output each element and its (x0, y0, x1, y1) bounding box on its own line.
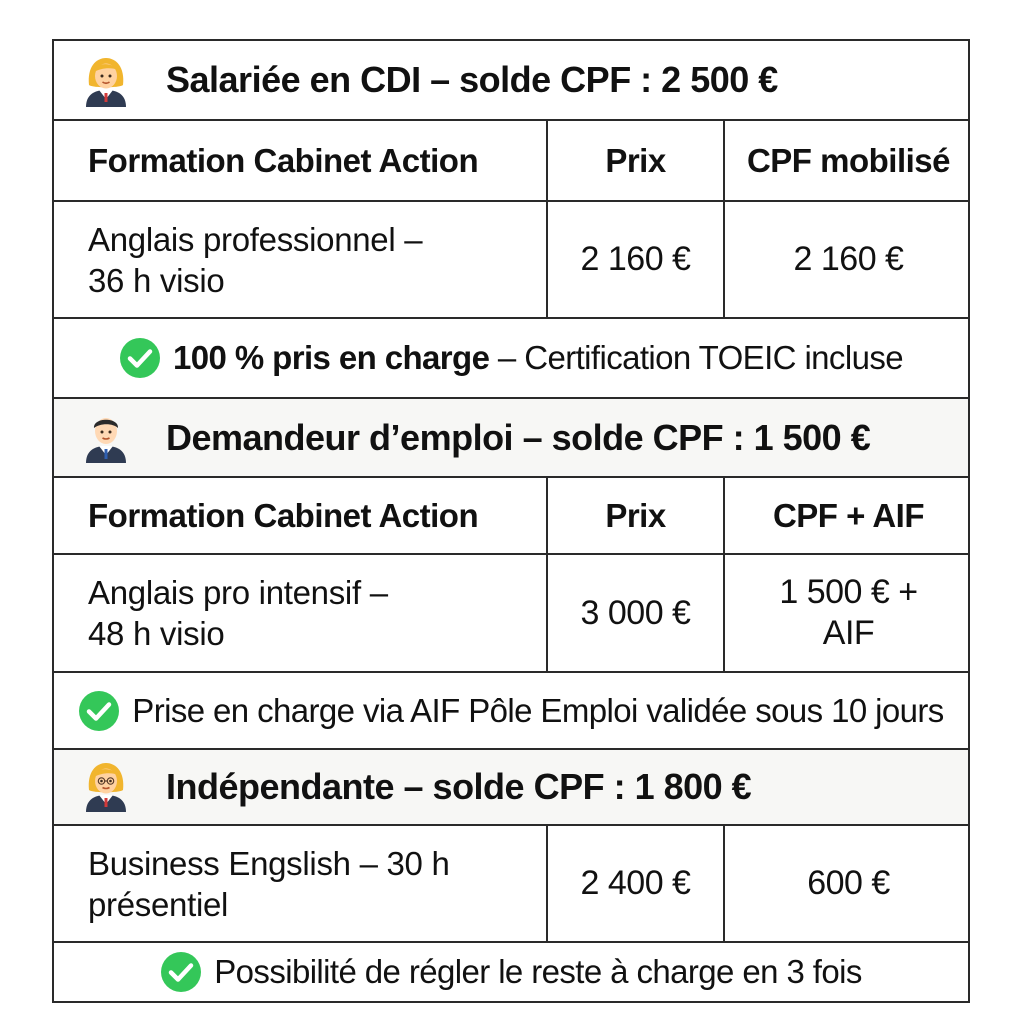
formation-format: 48 h visio (88, 615, 225, 652)
woman-office-worker-icon (80, 760, 132, 812)
note-text (173, 339, 903, 377)
financing-table (52, 39, 970, 1003)
formation-cell (54, 826, 546, 941)
formation-format: 36 h visio (88, 261, 225, 299)
prix-value: 2 400 € (580, 864, 691, 902)
section-header-independante (54, 750, 968, 826)
financement-extra: AIF (822, 614, 875, 652)
financement-cell (723, 826, 972, 941)
note-detail: Prise en charge via AIF Pôle Emploi validée sous 10 jours (132, 691, 944, 729)
section-title: Demandeur d’emploi – solde CPF : 1 500 € (166, 416, 871, 458)
note-text (132, 692, 943, 730)
column-header-prix (546, 478, 723, 553)
woman-office-worker-icon (80, 55, 132, 107)
note-text (214, 953, 861, 991)
column-header-formation (54, 478, 546, 553)
prix-value: 2 160 € (580, 240, 691, 278)
financement-value: 600 € (807, 864, 890, 902)
note-detail: Possibilité de régler le reste à charge en 3 fois (214, 953, 862, 990)
note-row (54, 943, 968, 1001)
formation-name: Anglais pro intensif – (88, 574, 388, 611)
prix-cell (546, 555, 723, 671)
table-row (54, 202, 968, 319)
financement-cell (723, 555, 972, 671)
formation-name: Anglais professionnel – (88, 220, 423, 258)
check-circle-icon (160, 951, 202, 993)
formation-cell (54, 202, 546, 317)
prix-cell (546, 826, 723, 941)
header-label: Prix (605, 141, 666, 179)
column-header-financement (723, 121, 972, 200)
financement-cell (723, 202, 972, 317)
header-label: Formation Cabinet Action (88, 496, 479, 534)
table-row (54, 826, 968, 943)
section-title: Salariée en CDI – solde CPF : 2 500 € (166, 59, 778, 100)
check-circle-icon (78, 690, 120, 732)
section-header-demandeur (54, 399, 968, 478)
financement-value: 1 500 € + (779, 573, 918, 611)
note-highlight: 100 % pris en charge (173, 339, 490, 376)
formation-name: Business Engslish – 30 h (88, 844, 450, 882)
table-header-row (54, 478, 968, 555)
financement-value: 2 160 € (793, 240, 904, 278)
formation-cell (54, 555, 546, 671)
section-header-cdi (54, 41, 968, 121)
note-row (54, 319, 968, 399)
column-header-formation (54, 121, 546, 200)
man-office-worker-icon (80, 411, 132, 463)
header-label: CPF + AIF (772, 496, 925, 534)
section-title: Indépendante – solde CPF : 1 800 € (166, 766, 752, 807)
header-label: Prix (605, 496, 666, 534)
note-detail: – Certification TOEIC incluse (489, 339, 903, 376)
column-header-financement (723, 478, 972, 553)
prix-cell (546, 202, 723, 317)
formation-format: présentiel (88, 885, 229, 923)
header-label: Formation Cabinet Action (88, 141, 479, 179)
note-row (54, 673, 968, 750)
column-header-prix (546, 121, 723, 200)
prix-value: 3 000 € (580, 593, 691, 632)
header-label: CPF mobilisé (746, 141, 951, 179)
table-header-row (54, 121, 968, 202)
table-row (54, 555, 968, 673)
check-circle-icon (119, 337, 161, 379)
